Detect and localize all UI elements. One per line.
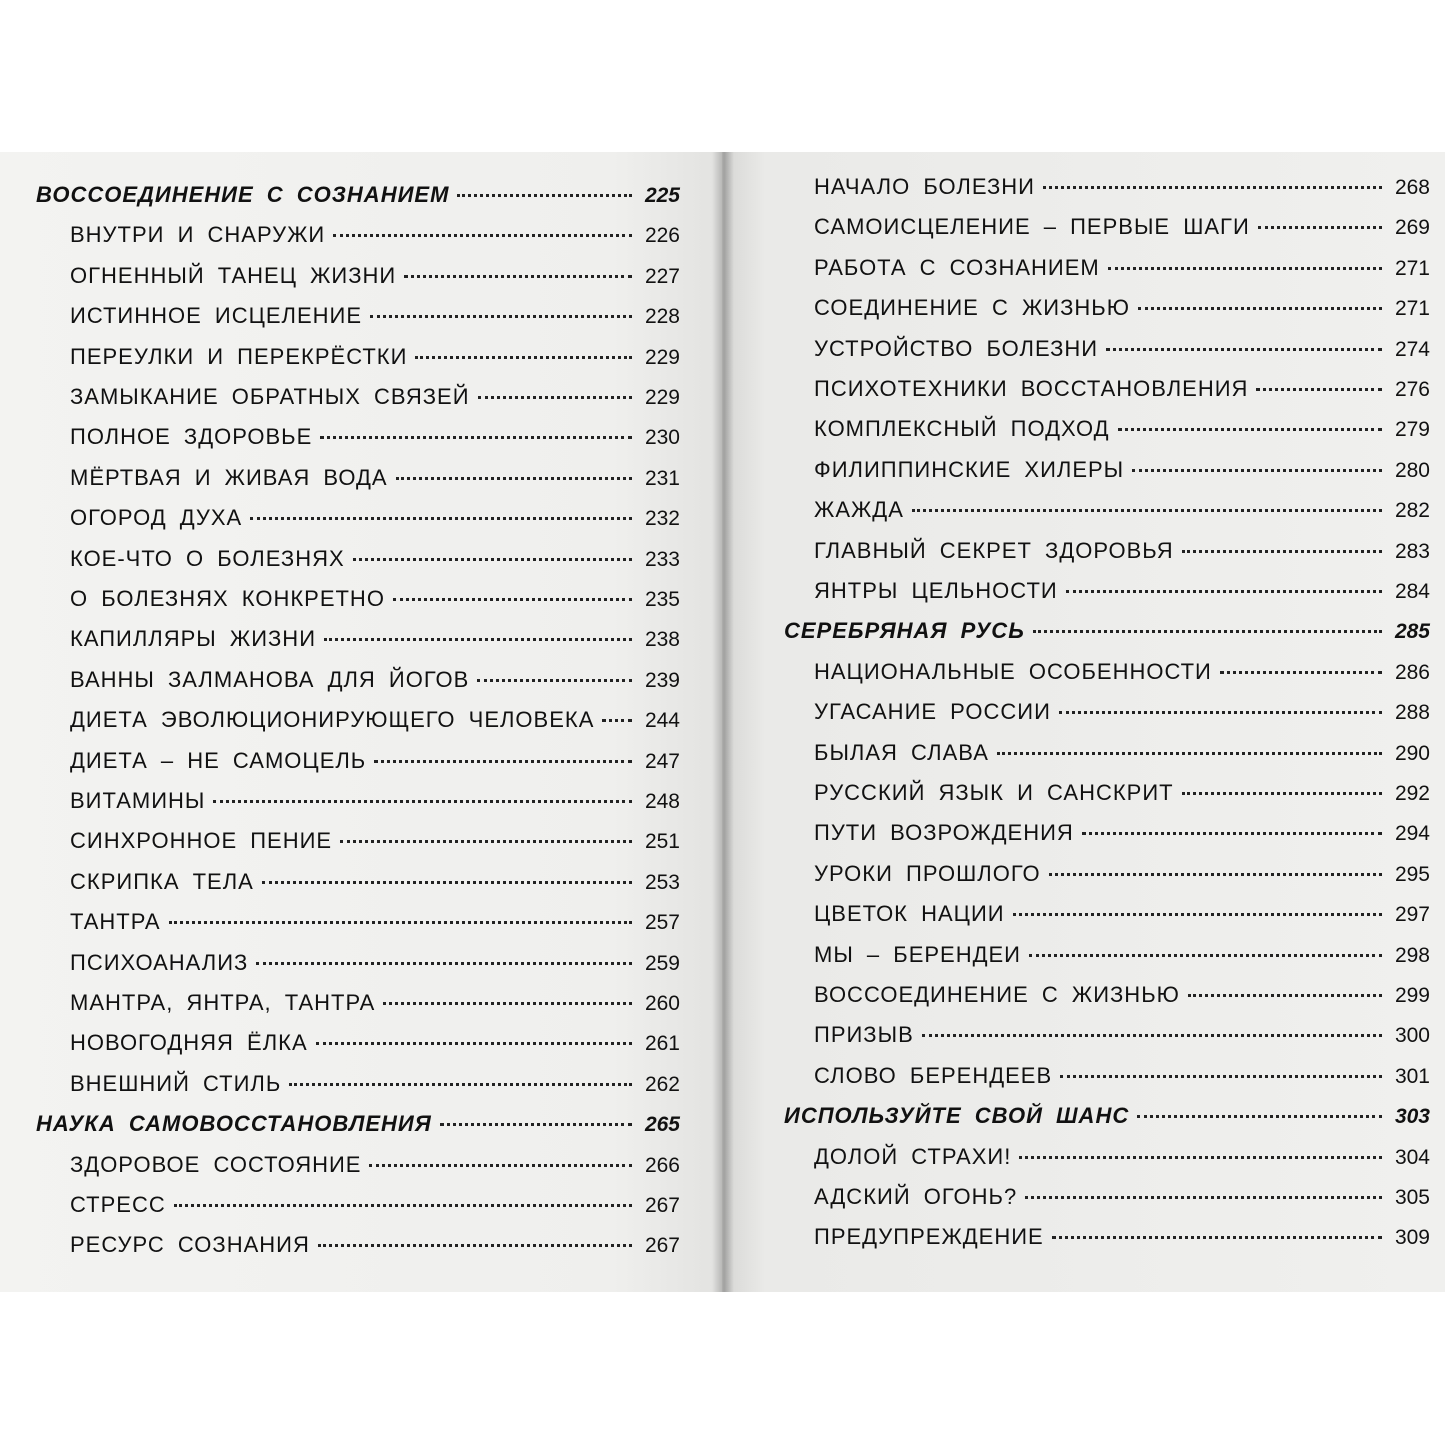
- toc-entry: [814, 497, 1430, 527]
- dot-leader: [353, 558, 632, 561]
- toc-title: ОГНЕННЫЙ ТАНЕЦ ЖИЗНИ: [70, 262, 397, 288]
- dot-leader: [404, 275, 632, 278]
- toc-entry: [814, 1022, 1430, 1052]
- toc-entry: [814, 740, 1430, 770]
- toc-page-number: 260: [644, 992, 680, 1015]
- toc-entry: [70, 465, 680, 495]
- toc-title: МЁРТВАЯ И ЖИВАЯ ВОДА: [70, 464, 388, 490]
- toc-title: НАЦИОНАЛЬНЫЕ ОСОБЕННОСТИ: [814, 658, 1212, 684]
- toc-entry: [70, 1071, 680, 1101]
- toc-page-number: 233: [644, 547, 680, 571]
- toc-page-number: 304: [1394, 1145, 1430, 1169]
- dot-leader: [1082, 832, 1382, 835]
- toc-entry: [70, 748, 680, 778]
- toc-entry: [814, 1063, 1430, 1093]
- toc-entry: [70, 1232, 680, 1262]
- toc-title: НАЧАЛО БОЛЕЗНИ: [814, 174, 1035, 199]
- toc-title: ЗДОРОВОЕ СОСТОЯНИЕ: [70, 1151, 362, 1177]
- toc-title: ВИТАМИНЫ: [70, 788, 206, 813]
- toc-title: СИНХРОННОЕ ПЕНИЕ: [70, 828, 333, 854]
- toc-entry: [814, 376, 1430, 406]
- toc-entry: [70, 384, 680, 414]
- dot-leader: [340, 840, 632, 843]
- dot-leader: [1029, 954, 1382, 957]
- toc-section-heading: [36, 1111, 680, 1141]
- toc-title: НОВОГОДНЯЯ ЁЛКА: [70, 1030, 308, 1056]
- toc-entry: [70, 1030, 680, 1060]
- toc-page-number: 230: [644, 426, 680, 450]
- toc-entry: [70, 909, 680, 939]
- toc-entry: [70, 626, 680, 656]
- toc-title: РАБОТА С СОЗНАНИЕМ: [814, 254, 1100, 280]
- toc-title: ВОССОЕДИНЕНИЕ С ЖИЗНЬЮ: [814, 982, 1180, 1007]
- toc-title: КОМПЛЕКСНЫЙ ПОДХОД: [814, 416, 1110, 442]
- toc-page-number: 225: [644, 184, 680, 207]
- dot-leader: [174, 1204, 632, 1207]
- toc-title: СЕРЕБРЯНАЯ РУСЬ: [784, 618, 1025, 644]
- dot-leader: [415, 356, 632, 359]
- toc-entry: [814, 1224, 1430, 1254]
- toc-title: РЕСУРС СОЗНАНИЯ: [70, 1232, 310, 1258]
- dot-leader: [1108, 267, 1382, 270]
- dot-leader: [250, 517, 632, 520]
- toc-page-number: 269: [1394, 216, 1430, 240]
- book-spine: [712, 152, 734, 1292]
- toc-entry: [70, 586, 680, 616]
- toc-section-heading: [784, 1103, 1430, 1133]
- toc-title: ДИЕТА – НЕ САМОЦЕЛЬ: [70, 747, 367, 773]
- dot-leader: [316, 1042, 632, 1045]
- toc-entry: [70, 303, 680, 333]
- toc-entry: [70, 950, 680, 980]
- toc-title: АДСКИЙ ОГОНЬ?: [814, 1184, 1018, 1209]
- toc-title: ВОССОЕДИНЕНИЕ С СОЗНАНИЕМ: [36, 182, 450, 207]
- dot-leader: [1220, 671, 1382, 674]
- toc-page-number: 280: [1394, 458, 1430, 482]
- toc-page-number: 300: [1394, 1024, 1430, 1048]
- dot-leader: [997, 752, 1382, 755]
- toc-title: ПРИЗЫВ: [814, 1022, 914, 1048]
- toc-page-number: 229: [644, 345, 680, 369]
- toc-title: ПСИХОТЕХНИКИ ВОССТАНОВЛЕНИЯ: [814, 376, 1249, 401]
- toc-page-number: 299: [1394, 984, 1430, 1007]
- toc-title: НАУКА САМОВОССТАНОВЛЕНИЯ: [36, 1111, 432, 1137]
- toc-title: УСТРОЙСТВО БОЛЕЗНИ: [814, 335, 1099, 361]
- dot-leader: [383, 1002, 632, 1005]
- toc-entry: [814, 174, 1430, 204]
- toc-entry: [70, 424, 680, 454]
- toc-page-number: 231: [644, 466, 680, 490]
- toc-entry: [70, 344, 680, 374]
- dot-leader: [1013, 913, 1382, 916]
- toc-entry: [70, 505, 680, 535]
- dot-leader: [374, 760, 632, 763]
- toc-page-number: 284: [1394, 580, 1430, 603]
- toc-title: ПОЛНОЕ ЗДОРОВЬЕ: [70, 424, 313, 450]
- toc-page-number: 244: [644, 709, 680, 733]
- toc-title: ГЛАВНЫЙ СЕКРЕТ ЗДОРОВЬЯ: [814, 537, 1174, 563]
- toc-entry: [814, 255, 1430, 285]
- dot-leader: [256, 962, 632, 965]
- toc-entry: [70, 546, 680, 576]
- dot-leader: [1052, 1236, 1382, 1239]
- toc-page-number: 235: [644, 588, 680, 611]
- toc-page-number: 309: [1394, 1226, 1430, 1250]
- dot-leader: [262, 881, 632, 884]
- toc-title: СТРЕСС: [70, 1192, 166, 1217]
- toc-entry: [814, 1144, 1430, 1174]
- toc-page-number: 271: [1394, 256, 1430, 280]
- dot-leader: [1188, 994, 1382, 997]
- toc-title: МАНТРА, ЯНТРА, ТАНТРА: [70, 990, 376, 1015]
- dot-leader: [1025, 1196, 1382, 1199]
- dot-leader: [912, 509, 1382, 512]
- toc-entry: [814, 901, 1430, 931]
- toc-entry: [814, 659, 1430, 689]
- dot-leader: [1043, 186, 1382, 189]
- toc-title: ВАННЫ ЗАЛМАНОВА ДЛЯ ЙОГОВ: [70, 666, 470, 692]
- dot-leader: [1118, 428, 1383, 431]
- toc-page-number: 226: [644, 224, 680, 248]
- dot-leader: [333, 234, 632, 237]
- dot-leader: [370, 315, 632, 318]
- dot-leader: [1138, 307, 1382, 310]
- dot-leader: [1059, 711, 1382, 714]
- toc-page-number: 239: [644, 668, 680, 692]
- toc-title: ЯНТРЫ ЦЕЛЬНОСТИ: [814, 578, 1058, 603]
- toc-entry: [814, 416, 1430, 446]
- toc-entry: [70, 788, 680, 818]
- toc-title: СКРИПКА ТЕЛА: [70, 868, 254, 894]
- toc-title: ДОЛОЙ СТРАХИ!: [814, 1143, 1012, 1169]
- toc-entry: [70, 828, 680, 858]
- toc-page-number: 276: [1394, 378, 1430, 401]
- toc-page-number: 257: [644, 911, 680, 935]
- dot-leader: [1137, 1115, 1382, 1118]
- toc-title: ЖАЖДА: [814, 497, 904, 523]
- dot-leader: [318, 1244, 632, 1247]
- toc-page-number: 232: [644, 507, 680, 531]
- toc-title: ФИЛИППИНСКИЕ ХИЛЕРЫ: [814, 456, 1125, 482]
- dot-leader: [320, 436, 632, 439]
- toc-title: ДИЕТА ЭВОЛЮЦИОНИРУЮЩЕГО ЧЕЛОВЕКА: [70, 707, 595, 733]
- toc-title: СЛОВО БЕРЕНДЕЕВ: [814, 1062, 1053, 1088]
- toc-title: ОГОРОД ДУХА: [70, 505, 243, 531]
- toc-title: ПУТИ ВОЗРОЖДЕНИЯ: [814, 820, 1074, 846]
- toc-page-number: 228: [644, 305, 680, 329]
- toc-title: ТАНТРА: [70, 909, 161, 935]
- toc-page-number: 259: [644, 951, 680, 975]
- toc-page-number: 247: [644, 749, 680, 773]
- toc-page-number: 274: [1394, 337, 1430, 361]
- toc-page-number: 297: [1394, 903, 1430, 927]
- toc-title: О БОЛЕЗНЯХ КОНКРЕТНО: [70, 586, 385, 611]
- toc-page-number: 266: [644, 1153, 680, 1177]
- dot-leader: [1258, 226, 1382, 229]
- dot-leader: [289, 1083, 632, 1086]
- toc-title: ЦВЕТОК НАЦИИ: [814, 901, 1005, 927]
- dot-leader: [602, 719, 632, 722]
- toc-entry: [814, 780, 1430, 810]
- toc-entry: [70, 990, 680, 1020]
- toc-page-number: 253: [644, 870, 680, 894]
- toc-page-number: 238: [644, 628, 680, 652]
- toc-entry: [814, 942, 1430, 972]
- toc-entry: [814, 214, 1430, 244]
- toc-page-number: 248: [644, 790, 680, 813]
- dot-leader: [169, 921, 632, 924]
- toc-page-number: 290: [1394, 741, 1430, 765]
- toc-page-number: 229: [644, 386, 680, 409]
- dot-leader: [1066, 590, 1382, 593]
- toc-page-number: 301: [1394, 1064, 1430, 1088]
- dot-leader: [1106, 348, 1382, 351]
- dot-leader: [1049, 873, 1382, 876]
- toc-page-number: 305: [1394, 1186, 1430, 1209]
- toc-page-number: 267: [644, 1234, 680, 1258]
- toc-title: УРОКИ ПРОШЛОГО: [814, 860, 1041, 886]
- toc-page-number: 303: [1394, 1105, 1430, 1129]
- toc-title: КАПИЛЛЯРЫ ЖИЗНИ: [70, 626, 317, 652]
- toc-entry: [70, 667, 680, 697]
- right-page: [722, 152, 1445, 1292]
- toc-page-number: 268: [1394, 176, 1430, 199]
- dot-leader: [393, 598, 632, 601]
- toc-page-number: 279: [1394, 418, 1430, 442]
- toc-page-number: 288: [1394, 701, 1430, 725]
- toc-title: ПРЕДУПРЕЖДЕНИЕ: [814, 1224, 1044, 1250]
- open-book: [0, 152, 1445, 1292]
- toc-page-number: 251: [644, 830, 680, 854]
- toc-title: УГАСАНИЕ РОССИИ: [814, 699, 1051, 725]
- toc-title: ПЕРЕУЛКИ И ПЕРЕКРЁСТКИ: [70, 343, 408, 369]
- dot-leader: [1256, 388, 1382, 391]
- toc-page-number: 283: [1394, 539, 1430, 563]
- dot-leader: [478, 396, 632, 399]
- toc-entry: [814, 336, 1430, 366]
- toc-page-number: 282: [1394, 499, 1430, 523]
- toc-entry: [70, 869, 680, 899]
- toc-entry: [70, 1192, 680, 1222]
- toc-page-number: 265: [644, 1113, 680, 1137]
- toc-title: ВНУТРИ И СНАРУЖИ: [70, 222, 326, 248]
- toc-entry: [814, 699, 1430, 729]
- toc-title: РУССКИЙ ЯЗЫК И САНСКРИТ: [814, 780, 1174, 805]
- toc-title: ИСТИННОЕ ИСЦЕЛЕНИЕ: [70, 303, 363, 329]
- toc-page-number: 271: [1394, 297, 1430, 321]
- dot-leader: [213, 800, 632, 803]
- toc-entry: [814, 820, 1430, 850]
- toc-page-number: 292: [1394, 782, 1430, 805]
- toc-page-number: 227: [644, 264, 680, 288]
- toc-page-number: 261: [644, 1032, 680, 1056]
- toc-entry: [814, 982, 1430, 1012]
- dot-leader: [369, 1164, 632, 1167]
- dot-leader: [1019, 1156, 1382, 1159]
- dot-leader: [477, 679, 632, 682]
- toc-entry: [70, 1152, 680, 1182]
- dot-leader: [396, 477, 632, 480]
- toc-entry: [814, 1184, 1430, 1214]
- toc-title: ПСИХОАНАЛИЗ: [70, 949, 249, 975]
- toc-title: КОЕ-ЧТО О БОЛЕЗНЯХ: [70, 545, 345, 571]
- toc-title: БЫЛАЯ СЛАВА: [814, 739, 989, 765]
- toc-entry: [814, 578, 1430, 608]
- toc-page-number: 294: [1394, 822, 1430, 846]
- toc-page-number: 267: [644, 1194, 680, 1217]
- toc-page-number: 295: [1394, 862, 1430, 886]
- toc-entry: [814, 538, 1430, 568]
- toc-entry: [814, 861, 1430, 891]
- toc-section-heading: [36, 182, 680, 212]
- dot-leader: [1132, 469, 1382, 472]
- dot-leader: [1182, 792, 1382, 795]
- toc-entry: [70, 222, 680, 252]
- dot-leader: [1060, 1075, 1382, 1078]
- toc-title: ИСПОЛЬЗУЙТЕ СВОЙ ШАНС: [784, 1103, 1130, 1129]
- toc-title: ЗАМЫКАНИЕ ОБРАТНЫХ СВЯЗЕЙ: [70, 384, 470, 409]
- dot-leader: [1033, 630, 1382, 633]
- dot-leader: [324, 638, 632, 641]
- dot-leader: [1182, 550, 1382, 553]
- toc-entry: [70, 263, 680, 293]
- toc-section-heading: [784, 618, 1430, 648]
- toc-title: ВНЕШНИЙ СТИЛЬ: [70, 1070, 282, 1096]
- dot-leader: [922, 1034, 1382, 1037]
- toc-entry: [70, 707, 680, 737]
- toc-page-number: 262: [644, 1072, 680, 1096]
- toc-entry: [814, 457, 1430, 487]
- toc-title: САМОИСЦЕЛЕНИЕ – ПЕРВЫЕ ШАГИ: [814, 214, 1250, 240]
- toc-entry: [814, 295, 1430, 325]
- left-page: [0, 152, 722, 1292]
- toc-page-number: 286: [1394, 660, 1430, 684]
- toc-page-number: 285: [1394, 620, 1430, 644]
- toc-page-number: 298: [1394, 943, 1430, 967]
- toc-title: СОЕДИНЕНИЕ С ЖИЗНЬЮ: [814, 295, 1130, 321]
- dot-leader: [457, 194, 632, 197]
- dot-leader: [440, 1123, 632, 1126]
- toc-title: МЫ – БЕРЕНДЕИ: [814, 941, 1021, 967]
